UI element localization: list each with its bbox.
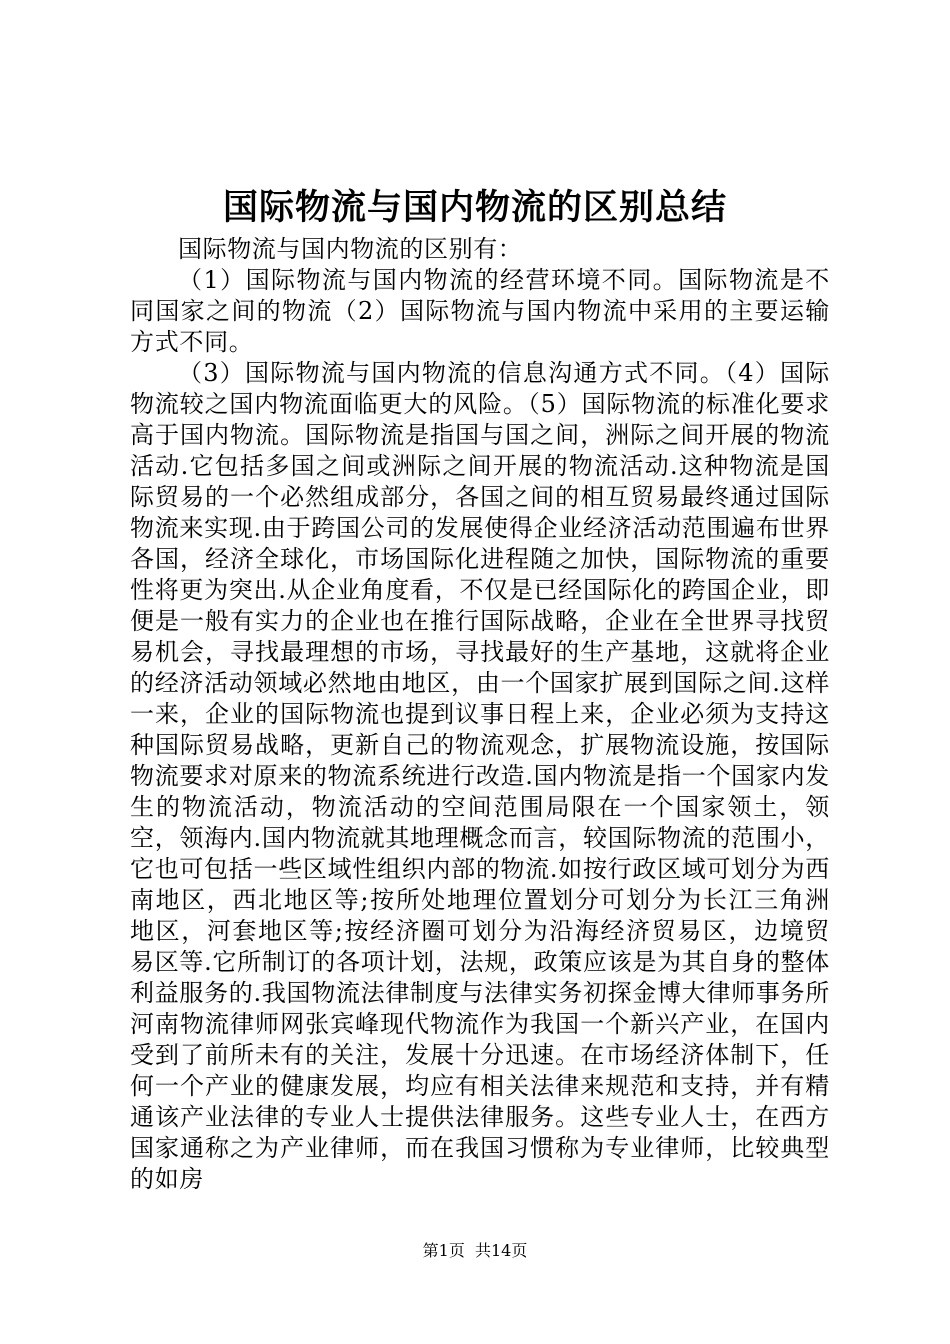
- page-number-footer: 第1页 共14页: [422, 1241, 528, 1260]
- document-title: 国际物流与国内物流的区别总结: [222, 187, 727, 228]
- paragraph-intro: 国际物流与国内物流的区别有：: [178, 235, 523, 263]
- paragraph-points-3-5-and-body: （3）国际物流与国内物流的信息沟通方式不同。（4）国际物流较之国内物流面临更大的风险。（5）国际物流的标准化要求高于国内物流。国际物流是指国与国之间，洲际之间开展的物流活动.它包括多国之间或洲际之间开展的物流活动.这种物流是国际贸易的一个必然组成部分，各国之间的相互贸易最终通过国际物流来实现.由于跨国公司的发展使得企业经济活动范围遍布世界各国，经济全球化，市场国际化进程随之加快，国际物流的重要性将更为突出.从企业角度看，不仅是已经国际化的跨国企业，即便是一般有实力的企业也在推行国际战略，企业在全世界寻找贸易机会，寻找最理想的市场，寻找最好的生产基地，这就将企业的经济活动领域必然地由地区，由一个国家扩展到国际之间.这样一来，企业的国际物流也提到议事日程上来，企业必须为支持这种国际贸易战略，更新自己的物流观念，扩展物流设施，按国际物流要求对原来的物流系统进行改造.国内物流是指一个国家内发生的物流活动，物流活动的空间范围局限在一个国家领土，领空，领海内.国内物流就其地理概念而言，较国际物流的范围小，它也可包括一些区域性组织内部的物流.如按行政区域可划分为西南地区，西北地区等;按所处地理位置划分可划分为长江三角洲地区，河套地区等;按经济圈可划分为沿海经济贸易区，边境贸易区等.它所制订的各项计划，法规，政策应该是为其自身的整体利益服务的.我国物流法律制度与法律实务初探金博大律师事务所河南物流律师网张宾峰现代物流作为我国一个新兴产业，在国内受到了前所未有的关注，发展十分迅速。在市场经济体制下，任何一个产业的健康发展，均应有相关法律来规范和支持，并有精通该产业法律的专业人士提供法律服务。这些专业人士，在西方国家通称之为产业律师，而在我国习惯称为专业律师，比较典型的如房: [130, 359, 830, 1193]
- document-body: [130, 234, 830, 1195]
- paragraph-points-1-2: （1）国际物流与国内物流的经营环境不同。国际物流是不同国家之间的物流（2）国际物流与国内物流中采用的主要运输方式不同。: [130, 266, 830, 356]
